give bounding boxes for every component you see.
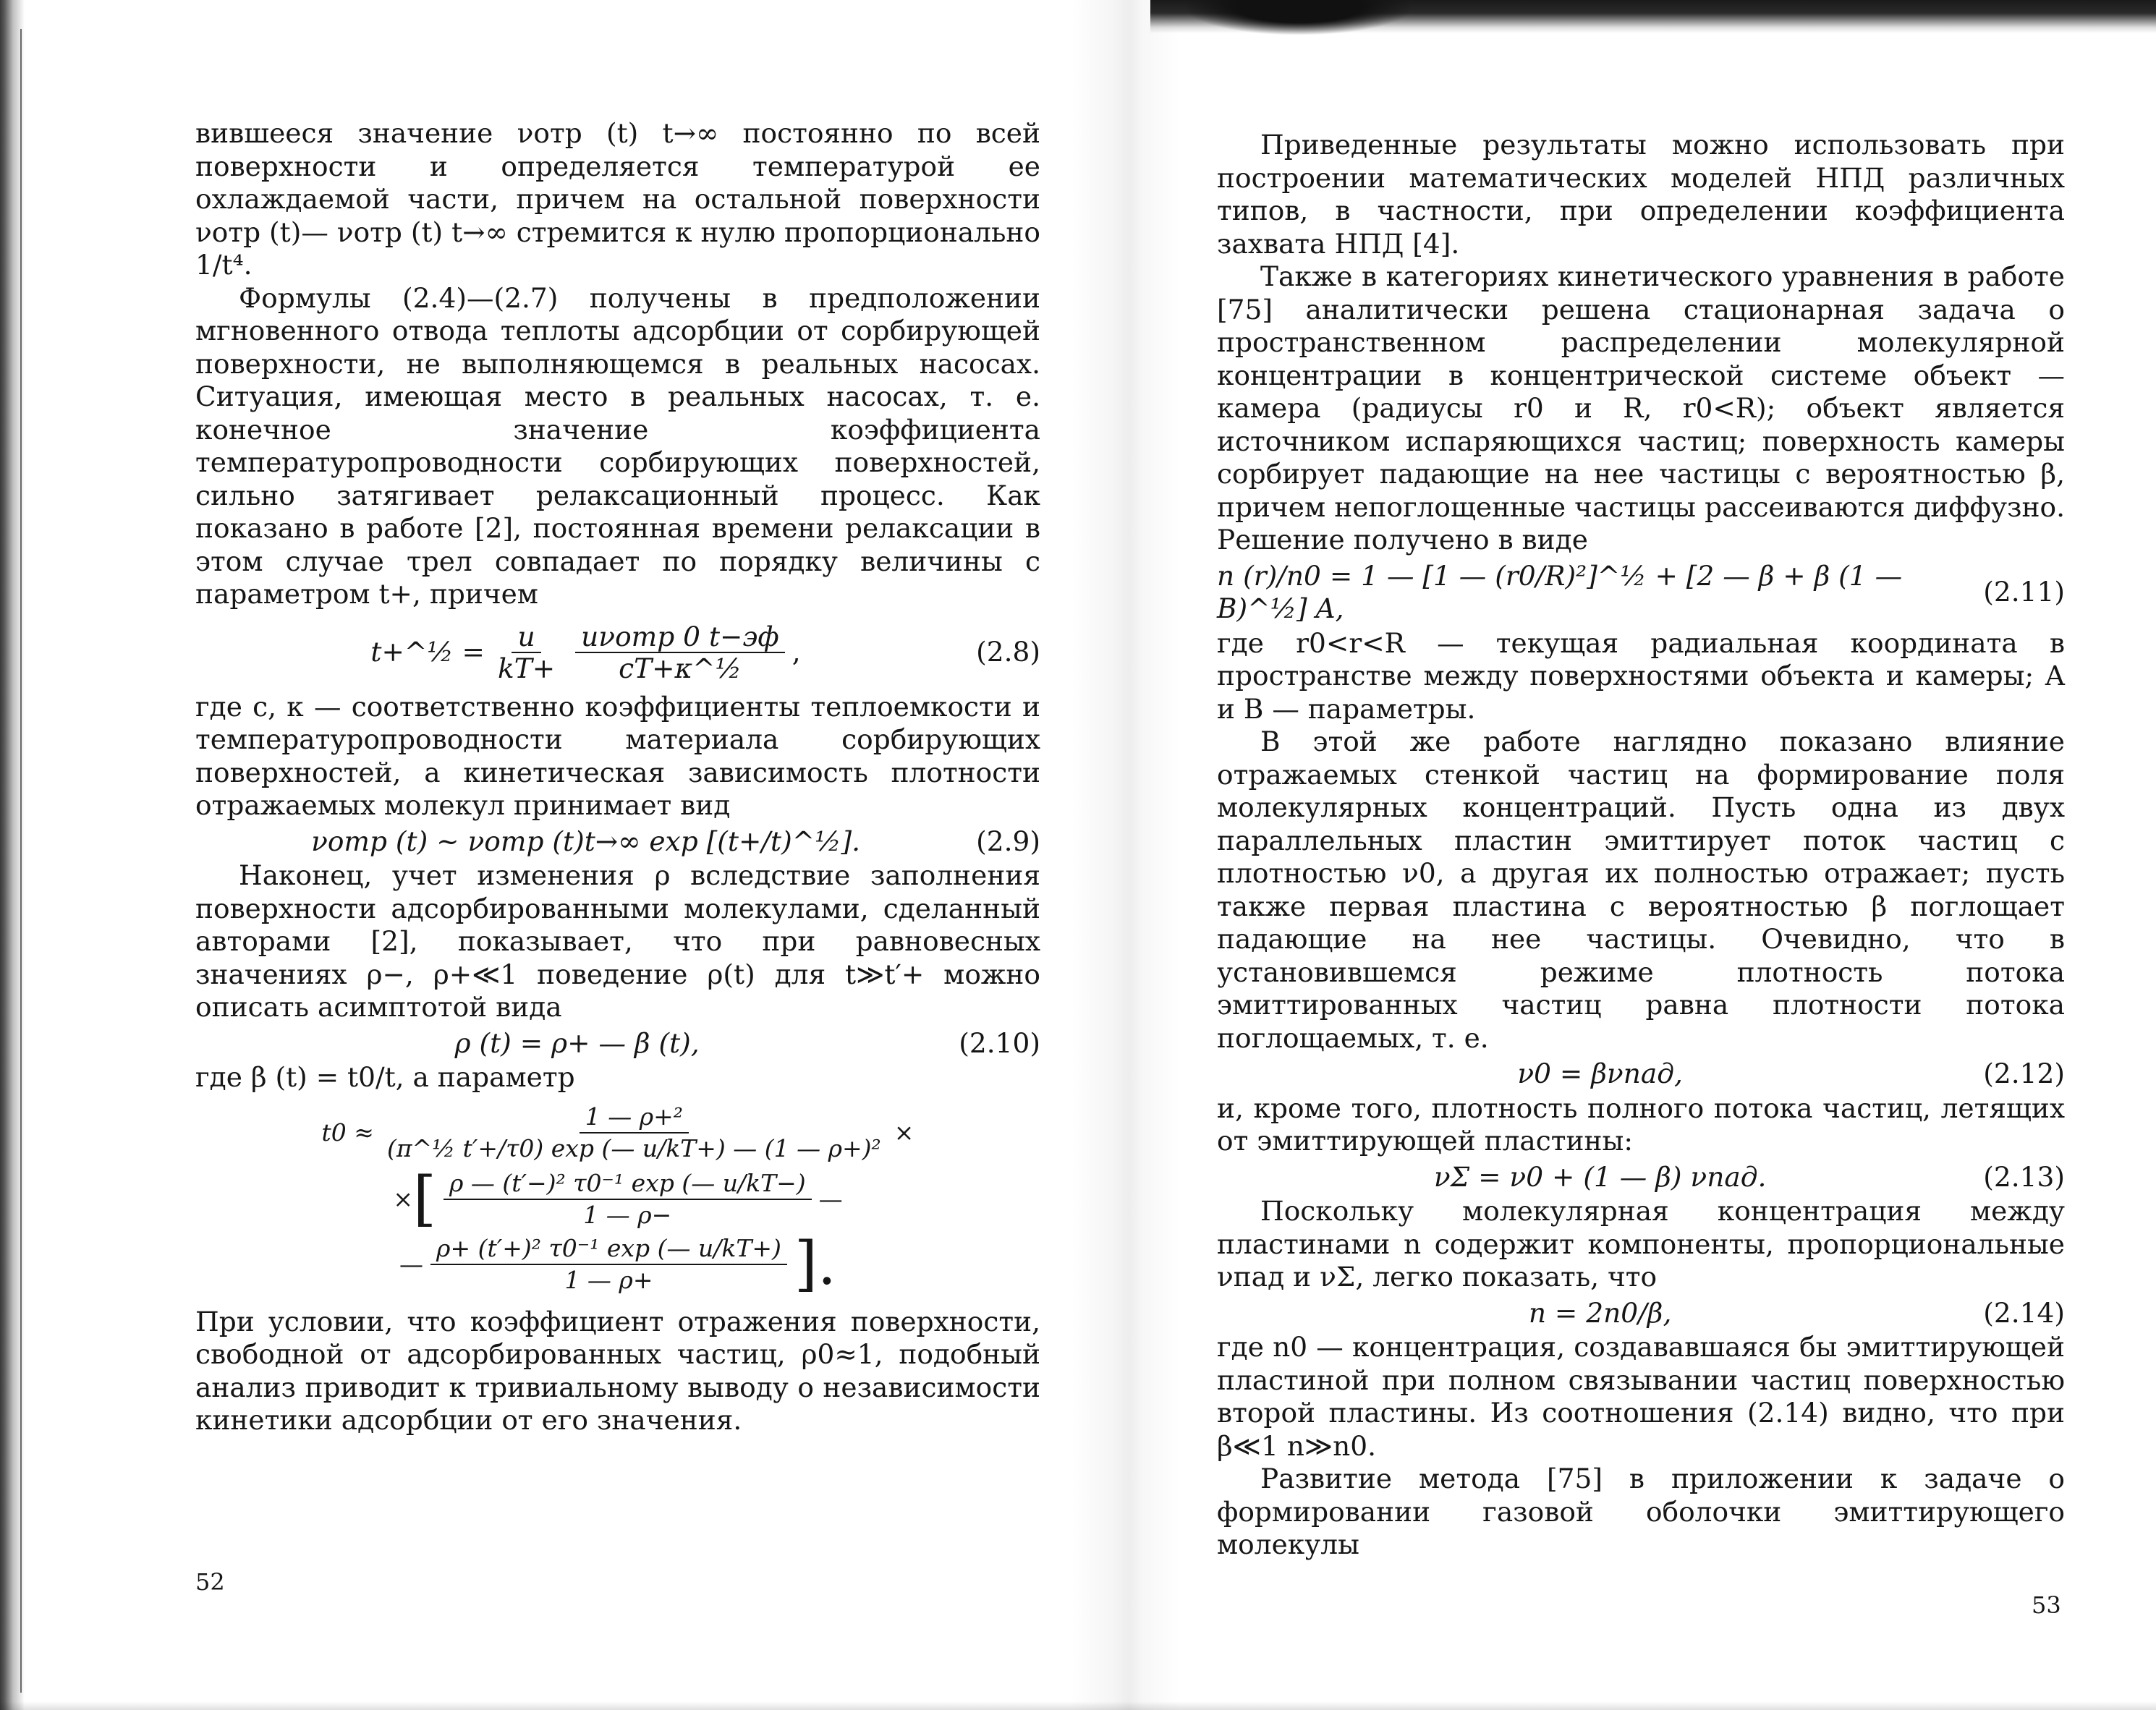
- equation-number: (2.8): [976, 635, 1040, 668]
- eq-2-8-fraction-2: [575, 621, 785, 684]
- eq-t0-f3-numerator: ρ+ (t′+)² τ0⁻¹ exp (— u/kT+): [430, 1233, 787, 1265]
- eq-t0-bracket-open: [: [412, 1164, 436, 1233]
- equation-number: (2.11): [1983, 576, 2065, 608]
- page-number-left: 52: [195, 1568, 225, 1596]
- eq-2-8-lhs: t+^½ =: [370, 635, 485, 668]
- eq-2-8-fraction-1: [492, 621, 561, 684]
- equation-2-11: [1217, 560, 2065, 626]
- eq-t0-fraction-3: [430, 1233, 787, 1296]
- eq-t0-f2-numerator: ρ — (t′−)² τ0⁻¹ exp (— u/kT−): [443, 1168, 812, 1200]
- eq-t0-times-2: ×: [393, 1184, 413, 1213]
- eq-t0-f1-denominator: (π^½ t′+/τ0) exp (— u/kT+) — (1 — ρ+)²: [386, 1133, 881, 1162]
- right-paragraph-8: Развитие метода [75] в приложении к задаче о формировании газовой оболочки эмиттирующего молекулы: [1217, 1463, 2065, 1560]
- scan-bottom-edge: [0, 1701, 2156, 1710]
- eq-t0-fraction-2: [443, 1168, 812, 1230]
- eq-t0-f3-denominator: 1 — ρ+: [564, 1265, 653, 1294]
- left-paragraph-5: где β (t) = t0/t, а параметр: [195, 1061, 575, 1093]
- left-paragraph-4: Наконец, учет изменения ρ вследствие заполнения поверхности адсорбированными молекулами, сделанный авторами [2], показывает, что при равновесных значениях ρ−, ρ+≪1 поведение ρ(t) для t≫t′+ можно описать асимптотой вида: [195, 859, 1040, 1023]
- equation-number: (2.14): [1983, 1296, 2065, 1329]
- eq-2-8-f1-numerator: u: [512, 621, 540, 653]
- equation-body: n = 2n0/β,: [1528, 1296, 1672, 1329]
- right-paragraph-7: где n0 — концентрация, создававшаяся бы эмиттирующей пластиной при полном связывании частиц поверхностью второй пластины. Из соотношения (2.14) видно, что при β≪1 n≫n0.: [1217, 1331, 2065, 1462]
- eq-2-8-f2-numerator: uνотр 0 t−эф: [575, 621, 785, 653]
- equation-body: n (r)/n0 = 1 — [1 — (r0/R)²]^½ + [2 — β + β (1 — B)^½] A,: [1217, 559, 1903, 624]
- page-number-right: 53: [2032, 1591, 2061, 1619]
- equation-2-9: [195, 825, 1040, 859]
- page-edge-line: [20, 29, 22, 1693]
- right-paragraph-1: Приведенные результаты можно использовать при построении математических моделей НПД различных типов, в частности, при определении коэффициента захвата НПД [4].: [1217, 129, 2065, 260]
- scan-top-dark-mark: [1187, 0, 1411, 35]
- equation-number: (2.9): [976, 825, 1040, 857]
- equation-2-10: [195, 1027, 1040, 1060]
- right-page: [1217, 129, 2065, 1562]
- eq-t0-minus: —: [818, 1184, 843, 1213]
- right-paragraph-5: и, кроме того, плотность полного потока частиц, летящих от эмиттирующей пластины:: [1217, 1092, 2065, 1157]
- left-paragraph-1: вившееся значение νотр (t) t→∞ постоянно по всей поверхности и определяется температурой ее охлаждаемой части, причем на остальной поверхности νотр (t)— νотр (t) t→∞ стремится к нулю пропорционально 1/t⁴.: [195, 117, 1040, 281]
- equation-number: (2.10): [959, 1026, 1040, 1059]
- equation-t0: [195, 1102, 1040, 1296]
- left-paragraph-6: При условии, что коэффициент отражения поверхности, свободной от адсорбированных частиц, ρ0≈1, подобный анализ приводит к тривиальному выводу о независимости кинетики адсорбции от его значения.: [195, 1305, 1040, 1436]
- equation-number: (2.12): [1983, 1058, 2065, 1089]
- eq-t0-times: ×: [894, 1118, 914, 1147]
- book-spine-shadow: [1071, 0, 1179, 1710]
- equation-2-8: [195, 621, 1040, 684]
- equation-2-14: [1217, 1297, 2065, 1330]
- eq-t0-bracket-close: ].: [794, 1229, 836, 1298]
- eq-2-8-f1-denominator: kT+: [497, 652, 556, 684]
- left-paragraph-2: Формулы (2.4)—(2.7) получены в предположении мгновенного отвода теплоты адсорбции от сорбирующей поверхности, не выполняющемся в реальных насосах. Ситуация, имеющая место в реальных насосах, т. е. конечное значение коэффициента температуропроводности сорбирующих поверхностей, сильно затягивает релаксационный процесс. Как показано в работе [2], постоянная времени релаксации в этом случае τрел совпадает по порядку величины с параметром t+, причем: [195, 281, 1040, 610]
- right-paragraph-6: Поскольку молекулярная концентрация между пластинами n содержит компоненты, пропорциональные νпад и νΣ, легко показать, что: [1217, 1195, 2065, 1293]
- equation-body: ν0 = βνпад,: [1517, 1058, 1683, 1089]
- right-paragraph-2: Также в категориях кинетического уравнения в работе [75] аналитически решена стационарная задача о пространственном распределении молекулярной концентрации в концентрической системе объект — камера (радиусы r0 и R, r0<R); объект является источником испаряющихся частиц; поверхность камеры сорбирует падающие на нее частицы с вероятностью β, причем непоглощенные частицы рассеиваются диффузно. Решение получено в виде: [1217, 260, 2065, 556]
- eq-t0-fraction-1: [381, 1102, 887, 1164]
- equation-2-13: [1217, 1161, 2065, 1194]
- eq-t0-f2-denominator: 1 — ρ−: [583, 1200, 672, 1229]
- equation-body: ρ (t) = ρ+ — β (t),: [454, 1026, 700, 1059]
- left-paragraph-3: где c, κ — соответственно коэффициенты теплоемкости и температуропроводности материала сорбирующих поверхностей, а кинетическая зависимость плотности отражаемых молекул принимает вид: [195, 690, 1040, 821]
- eq-t0-f1-numerator: 1 — ρ+²: [580, 1102, 689, 1133]
- right-paragraph-4: В этой же работе наглядно показано влияние отражаемых стенкой частиц на формирование поля молекулярных концентраций. Пусть одна из двух параллельных пластин эмиттирует поток частиц с плотностью ν0, а другая их полностью отражает; пусть также первая пластина с вероятностью β поглощает падающие на нее частицы. Очевидно, что в установившемся режиме плотность потока эмиттированных частиц равна плотности потока поглощаемых, т. е.: [1217, 726, 2065, 1054]
- right-paragraph-3: где r0<r<R — текущая радиальная координата в пространстве между поверхностями объекта и камеры; A и B — параметры.: [1217, 626, 2065, 725]
- equation-body: νΣ = ν0 + (1 — β) νпад.: [1433, 1160, 1767, 1193]
- eq-t0-minus-2: —: [399, 1249, 424, 1278]
- equation-body: νотр (t) ~ νотр (t)t→∞ exp [(t+/t)^½].: [311, 825, 861, 857]
- eq-2-8-tail: ,: [791, 635, 801, 668]
- equation-number: (2.13): [1983, 1160, 2065, 1193]
- eq-2-8-f2-denominator: cT+κ^½: [619, 652, 742, 684]
- left-page: [195, 117, 1040, 1437]
- equation-2-12: [1217, 1058, 2065, 1091]
- eq-t0-lhs: t0 ≈: [321, 1118, 374, 1147]
